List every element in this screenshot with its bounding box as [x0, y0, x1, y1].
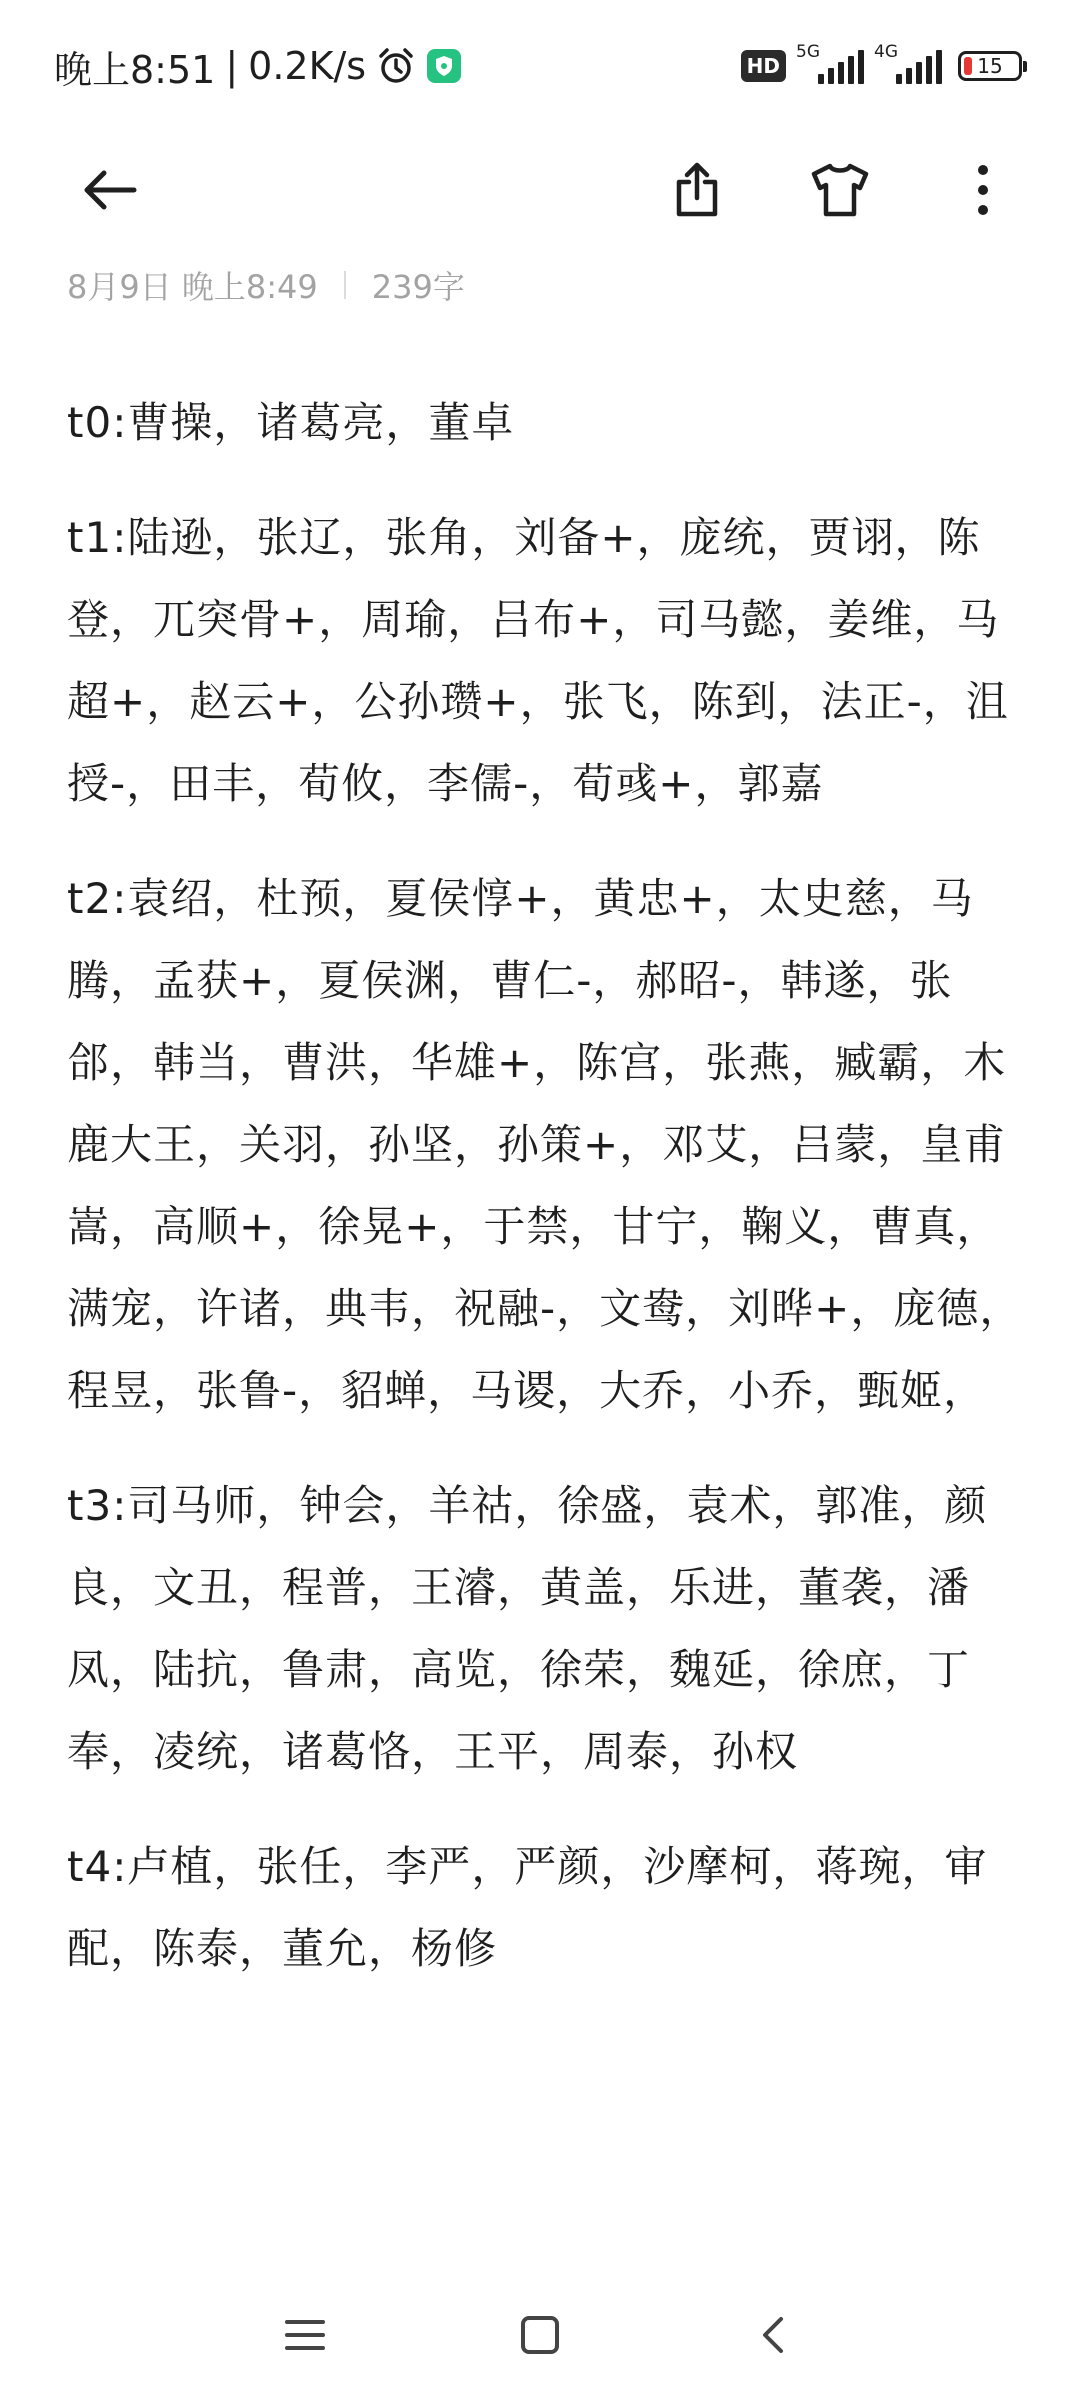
status-right — [741, 44, 1022, 88]
battery-level: 15 — [977, 54, 1003, 78]
note-body[interactable] — [67, 382, 1027, 2023]
more-button[interactable] — [943, 150, 1023, 230]
skin-button[interactable] — [800, 150, 880, 230]
square-home-icon — [518, 2313, 562, 2357]
toolbar — [0, 130, 1080, 250]
nav-back-button[interactable] — [740, 2300, 810, 2370]
share-button[interactable] — [657, 150, 737, 230]
menu-icon — [283, 2313, 327, 2357]
note-paragraph-t3[interactable]: t3:司马师，钟会，羊祜，徐盛，袁术，郭准，颜良，文丑，程普，王濬，黄盖，乐进，董袭，潘凤，陆抗，鲁肃，高览，徐荣，魏延，徐庶，丁奉，凌统，诸葛恪，王平，周泰，孙权 — [67, 1481, 988, 1776]
chevron-left-icon — [753, 2313, 797, 2357]
network-label-5g: 5G — [796, 42, 820, 62]
battery-icon — [958, 51, 1022, 81]
note-date: 8月9日 晚上8:49 — [67, 268, 318, 306]
status-bar — [0, 0, 1080, 130]
note-paragraph-t0[interactable]: t0:曹操，诸葛亮，董卓 — [67, 398, 515, 447]
note-paragraph-t1[interactable]: t1:陆逊，张辽，张角，刘备+，庞统，贾诩，陈登，兀突骨+，周瑜，吕布+，司马懿，姜维，马超+，赵云+，公孙瓒+，张飞，陈到，法正-，沮授-，田丰，荀攸，李儒-，荀彧+，郭嘉 — [67, 513, 1009, 808]
nav-menu-button[interactable] — [270, 2300, 340, 2370]
note-paragraph-t4[interactable]: t4:卢植，张任，李严，严颜，沙摩柯，蒋琬，审配，陈泰，董允，杨修 — [67, 1842, 988, 1973]
status-separator: | — [225, 44, 239, 88]
hd-badge: HD — [741, 50, 786, 82]
signal-5g — [796, 42, 864, 84]
status-left — [54, 38, 462, 94]
nav-home-button[interactable] — [505, 2300, 575, 2370]
back-button[interactable] — [70, 150, 150, 230]
tshirt-icon — [808, 158, 872, 222]
signal-4g — [874, 42, 942, 84]
share-icon — [667, 160, 727, 220]
arrow-left-icon — [78, 158, 142, 222]
status-time: 晚上8:51 — [54, 47, 216, 92]
shield-icon — [426, 48, 462, 84]
network-speed: 0.2K/s — [248, 44, 367, 88]
navigation-bar — [0, 2290, 1080, 2380]
note-paragraph-t2[interactable]: t2:袁绍，杜预，夏侯惇+，黄忠+，太史慈，马腾，孟获+，夏侯渊，曹仁-，郝昭-，韩遂，张郃，韩当，曹洪，华雄+，陈宫，张燕，臧霸，木鹿大王，关羽，孙坚，孙策+，邓艾，吕蒙，皇甫嵩，高顺+，徐晃+，于禁，甘宁，鞠义，曹真，满宠，许诸，典韦，祝融-，文鸯，刘晔+，庞德，程昱，张鲁-，貂蝉，马谡，大乔，小乔，甄姬， — [67, 874, 1023, 1415]
note-meta — [67, 260, 465, 310]
alarm-icon — [376, 46, 416, 86]
word-count: 239字 — [371, 268, 465, 306]
more-vertical-icon — [963, 160, 1003, 220]
network-label-4g: 4G — [874, 42, 898, 62]
meta-divider — [344, 271, 346, 299]
